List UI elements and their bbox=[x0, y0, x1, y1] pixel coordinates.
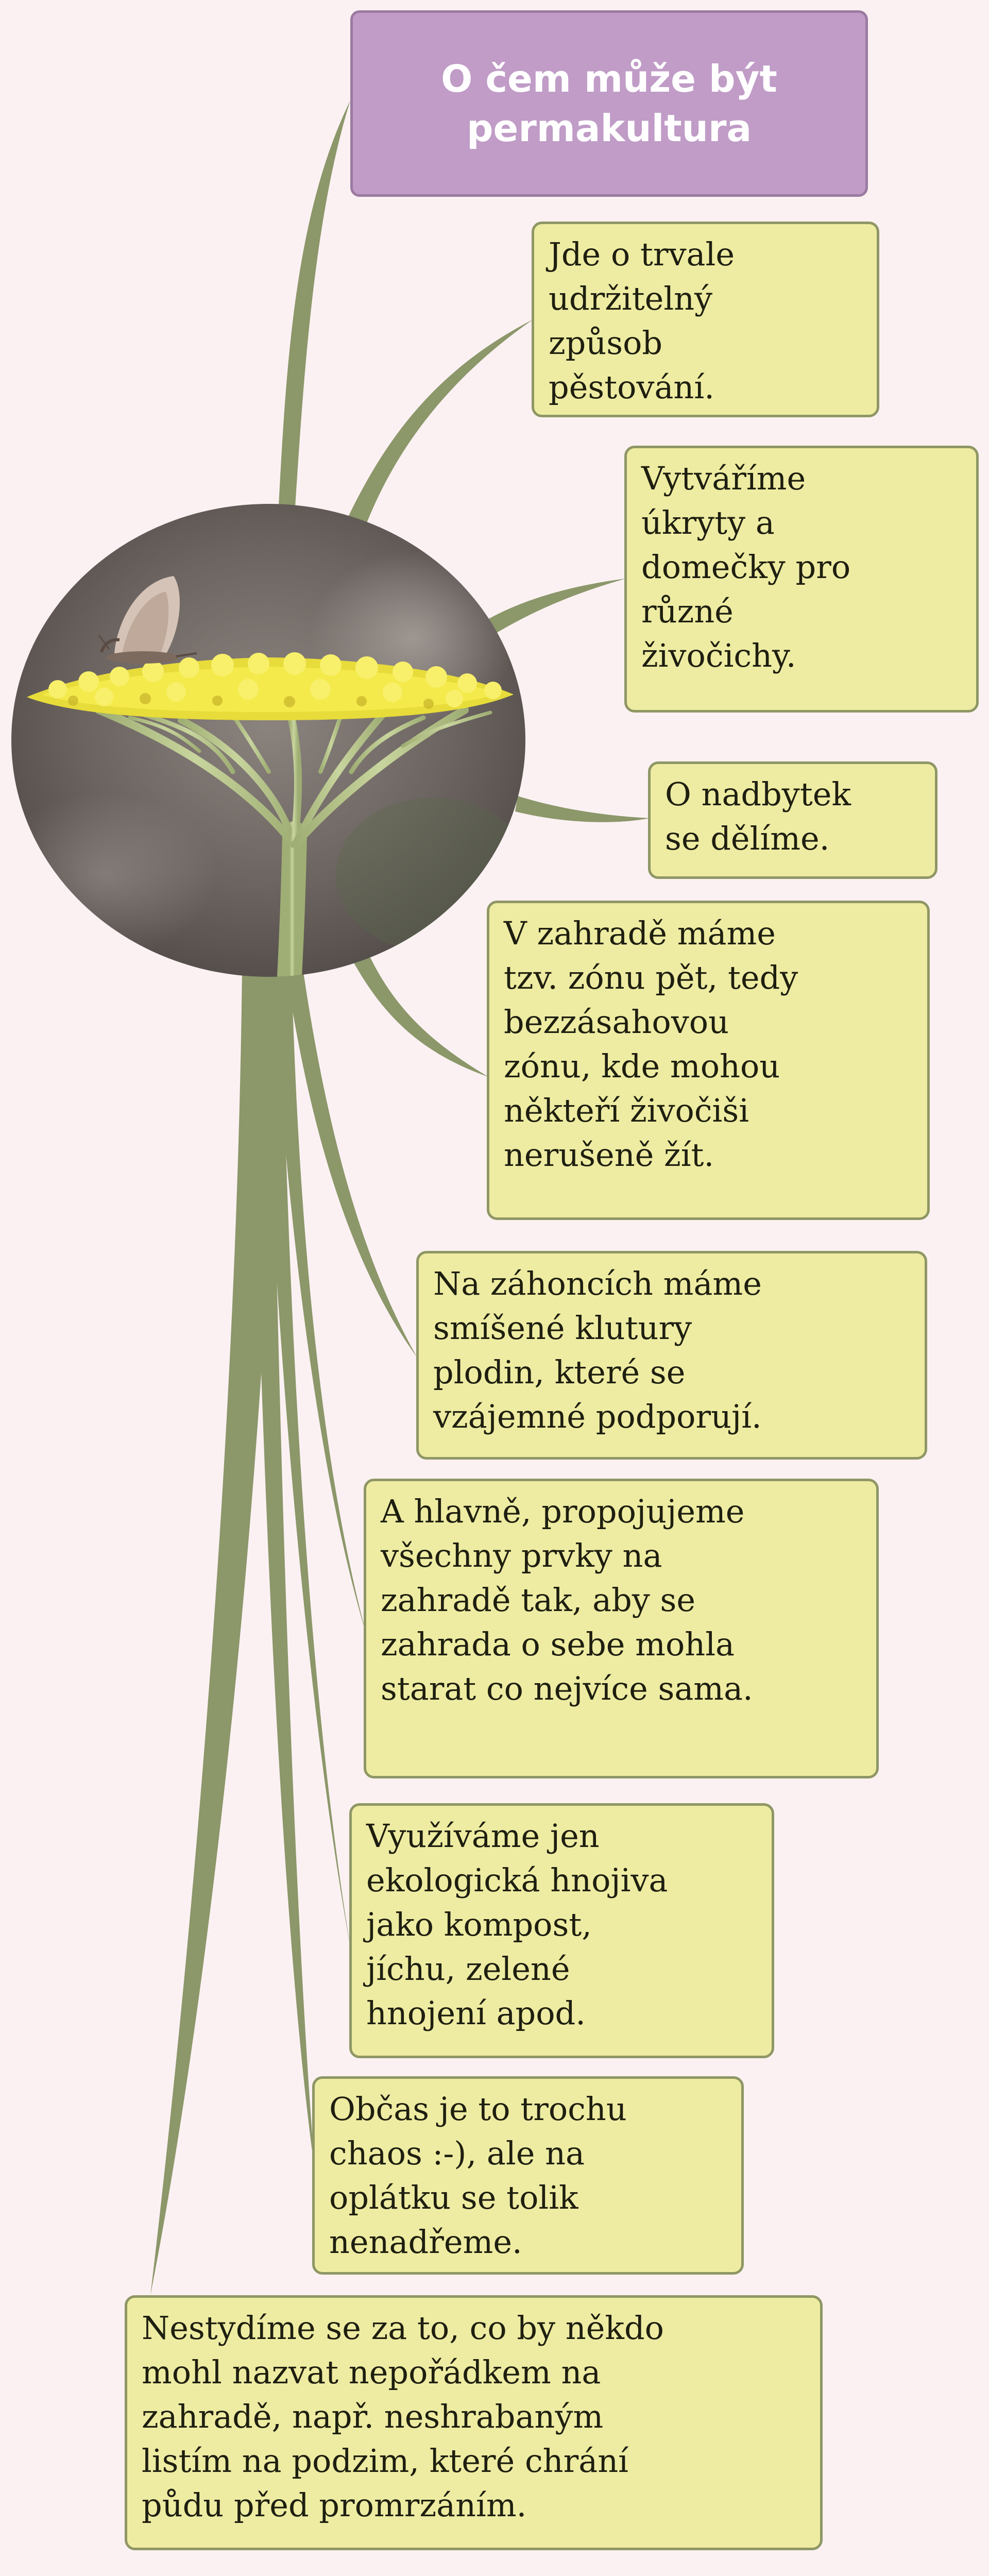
node-ecological-fertilizers: Využíváme jen ekologická hnojiva jako kompost, jíchu, zelené hnojení apod. bbox=[349, 1803, 774, 2058]
node-sustainable-growing: Jde o trvale udržitelný způsob pěstování. bbox=[532, 222, 879, 417]
branch-to-title bbox=[278, 100, 350, 515]
node-sharing-surplus: O nadbytek se dělíme. bbox=[648, 761, 937, 879]
central-topic-title: O čem může být permakultura bbox=[441, 57, 777, 150]
node-not-ashamed: Nestydíme se za to, co by někdo mohl nazvat nepořádkem na zahradě, např. neshrabaným listím na podzim, které chrání půdu před promrzáním. bbox=[125, 2295, 823, 2550]
yarrow-flower-photo bbox=[11, 504, 525, 977]
node-mixed-cultures: Na záhoncích máme smíšené klutury plodin, které se vzájemné podporují. bbox=[416, 1251, 927, 1460]
branch-to-node-9 bbox=[150, 969, 281, 2295]
node-chaos: Občas je to trochu chaos :-), ale na oplátku se tolik nenadřeme. bbox=[312, 2076, 744, 2275]
branch-to-node-2 bbox=[485, 579, 626, 635]
node-animal-shelters: Vytváříme úkryty a domečky pro různé živočichy. bbox=[624, 446, 979, 713]
branch-to-node-3 bbox=[515, 796, 650, 822]
node-connecting-elements: A hlavně, propojujeme všechny prvky na zahradě tak, aby se zahrada o sebe mohla starat co nejvíce sama. bbox=[364, 1479, 879, 1778]
branch-to-node-1 bbox=[348, 319, 533, 523]
node-zone-five: V zahradě máme tzv. zónu pět, tedy bezzásahovou zónu, kde mohou někteří živočiši nerušeně žít. bbox=[487, 901, 930, 1220]
branch-to-node-4 bbox=[351, 948, 488, 1077]
central-topic bbox=[350, 10, 868, 197]
